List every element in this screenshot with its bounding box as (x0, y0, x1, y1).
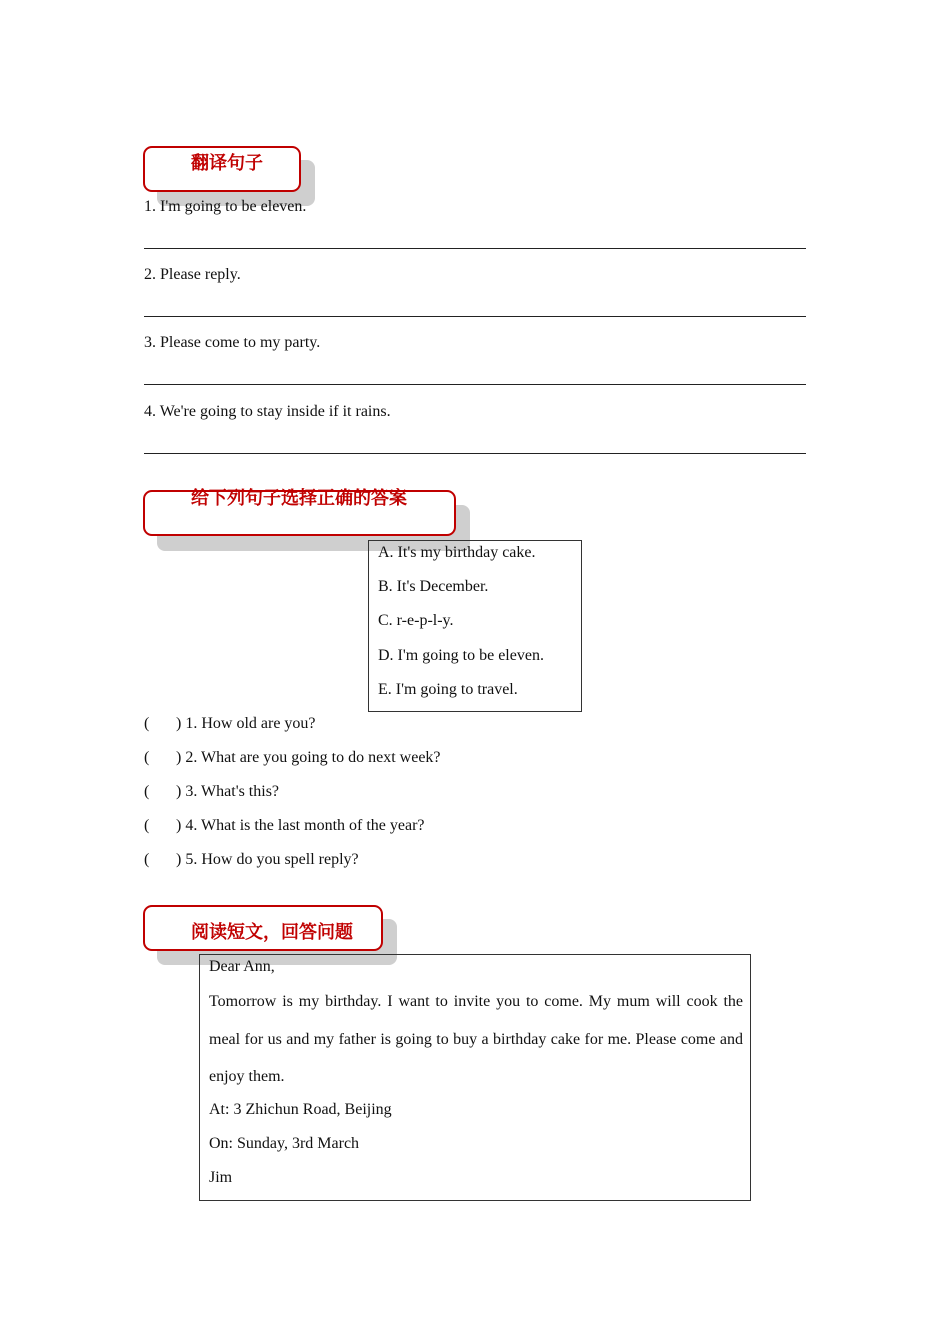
answer-line-3 (144, 384, 806, 385)
options-box (368, 540, 582, 712)
question-text: ) 2. What are you going to do next week? (176, 749, 441, 766)
question-text: ) 3. What's this? (176, 783, 280, 800)
letter-signature: Jim (209, 1169, 233, 1186)
question-text: ) 1. How old are you? (176, 715, 316, 732)
answer-paren[interactable]: ( (144, 783, 150, 800)
option-c: C. r-e-p-l-y. (378, 612, 454, 629)
section3-title: 阅读短文，回答问题 (191, 922, 353, 943)
option-b: B. It's December. (378, 578, 489, 595)
letter-body: Tomorrow is my birthday. I want to invite you to come. My mum will cook the meal for us and my father is going to buy a birthday cake for me. Please come and enjoy them. (209, 993, 743, 1085)
answer-line-4 (144, 453, 806, 454)
option-d: D. I'm going to be eleven. (378, 647, 544, 664)
letter-greeting: Dear Ann, (209, 958, 275, 975)
answer-paren[interactable]: ( (144, 851, 150, 868)
choice-question-2 (144, 749, 441, 767)
question-text: ) 5. How do you spell reply? (176, 851, 359, 868)
choice-question-5 (144, 851, 359, 869)
letter-address: At: 3 Zhichun Road, Beijing (209, 1101, 392, 1118)
section2-title: 给下列句子选择正确的答案 (191, 488, 407, 509)
translate-item-2: 2. Please reply. (144, 266, 241, 283)
section1-title: 翻译句子 (191, 153, 263, 174)
answer-paren[interactable]: ( (144, 715, 150, 732)
answer-paren[interactable]: ( (144, 749, 150, 766)
choice-question-1 (144, 715, 316, 733)
option-a: A. It's my birthday cake. (378, 544, 536, 561)
translate-item-3: 3. Please come to my party. (144, 334, 321, 351)
translate-item-4: 4. We're going to stay inside if it rains. (144, 403, 391, 420)
answer-paren[interactable]: ( (144, 817, 150, 834)
choice-question-3 (144, 783, 279, 801)
question-text: ) 4. What is the last month of the year? (176, 817, 425, 834)
translate-item-1: 1. I'm going to be eleven. (144, 198, 307, 215)
letter-box (199, 954, 751, 1201)
letter-date: On: Sunday, 3rd March (209, 1135, 360, 1152)
answer-line-2 (144, 316, 806, 317)
option-e: E. I'm going to travel. (378, 681, 518, 698)
choice-question-4 (144, 817, 425, 835)
answer-line-1 (144, 248, 806, 249)
